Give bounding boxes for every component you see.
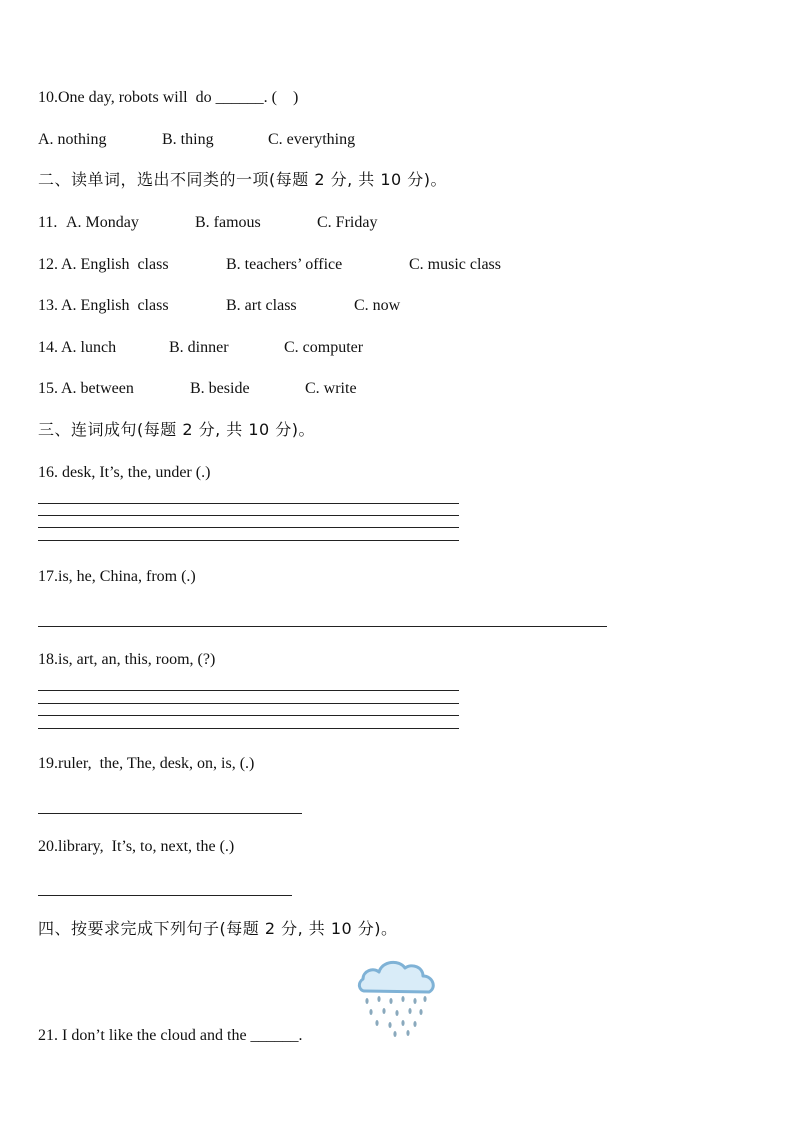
answer-line[interactable] [38, 728, 459, 729]
answer-line[interactable] [38, 703, 459, 704]
question-20: 20.library, It’s, to, next, the (.) [38, 838, 235, 855]
question-21: 21. I don’t like the cloud and the ______. [38, 1027, 303, 1044]
option-c[interactable]: C. music class [409, 256, 501, 273]
option-c[interactable]: C. now [354, 297, 401, 314]
answer-line[interactable] [38, 895, 292, 896]
option-c[interactable]: C. everything [268, 131, 356, 148]
question-number: 12. [38, 256, 58, 273]
answer-line[interactable] [38, 690, 459, 691]
question-18: 18.is, art, an, this, room, (?) [38, 651, 216, 668]
section-2-title: 二、读单词，选出不同类的一项(每题 2 分, 共 10 分)。 [38, 170, 448, 189]
option-a[interactable]: A. nothing [38, 131, 107, 148]
option-b[interactable]: B. thing [162, 131, 214, 148]
question-16: 16. desk, It’s, the, under (.) [38, 464, 211, 481]
question-number: 15. [38, 380, 58, 397]
question-17: 17.is, he, China, from (.) [38, 568, 196, 585]
option-b[interactable]: B. beside [190, 380, 250, 397]
answer-line[interactable] [38, 540, 459, 541]
cloud-shape [359, 962, 433, 992]
answer-line[interactable] [38, 626, 607, 627]
question-number: 11. [38, 214, 62, 231]
option-b[interactable]: B. art class [226, 297, 297, 314]
rain-drops [365, 996, 426, 1037]
answer-line[interactable] [38, 813, 302, 814]
option-a[interactable]: A. between [61, 380, 134, 397]
option-a[interactable]: A. English class [61, 297, 169, 314]
question-19: 19.ruler, the, The, desk, on, is, (.) [38, 755, 255, 772]
section-3-title: 三、连词成句(每题 2 分, 共 10 分)。 [38, 420, 316, 439]
answer-line[interactable] [38, 515, 459, 516]
option-c[interactable]: C. Friday [317, 214, 378, 231]
option-b[interactable]: B. dinner [169, 339, 229, 356]
option-c[interactable]: C. computer [284, 339, 364, 356]
option-b[interactable]: B. famous [195, 214, 261, 231]
option-a[interactable]: A. Monday [66, 214, 139, 231]
option-a[interactable]: A. English class [61, 256, 169, 273]
rain-cloud-icon [355, 955, 439, 1039]
option-b[interactable]: B. teachers’ office [226, 256, 343, 273]
option-c[interactable]: C. write [305, 380, 357, 397]
answer-line[interactable] [38, 503, 459, 504]
answer-line[interactable] [38, 527, 459, 528]
question-number: 14. [38, 339, 58, 356]
section-4-title: 四、按要求完成下列句子(每题 2 分, 共 10 分)。 [38, 919, 398, 938]
answer-line[interactable] [38, 715, 459, 716]
question-number: 13. [38, 297, 58, 314]
option-a[interactable]: A. lunch [61, 339, 117, 356]
question-10: 10.One day, robots will do ______. ( ) [38, 89, 299, 106]
